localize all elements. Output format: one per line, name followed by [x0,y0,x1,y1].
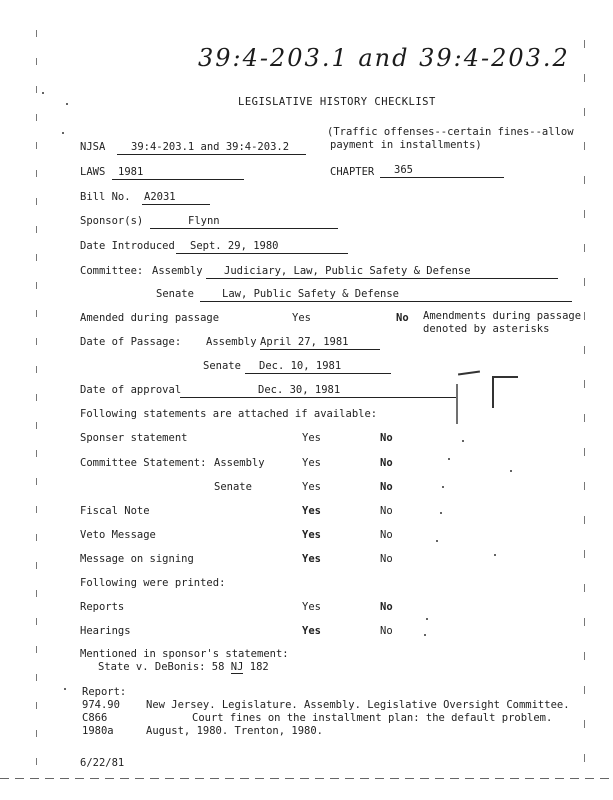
date-introduced-value: Sept. 29, 1980 [176,240,348,254]
scan-speck [424,634,426,636]
scan-mark [456,384,458,424]
njsa-description-line1: (Traffic offenses--certain fines--allow [327,126,574,138]
printed-yes: Yes [302,625,321,637]
bill-label: Bill No. [80,191,131,203]
statement-no: No [380,432,393,444]
scan-mark [492,376,518,378]
committee-senate-label: Senate [156,288,194,300]
date-introduced-label: Date Introduced [80,240,175,252]
chapter-value: 365 [380,164,504,178]
statement-yes: Yes [302,529,321,541]
scan-speck [442,486,444,488]
statement-yes: Yes [302,457,321,469]
printed-heading: Following were printed: [80,577,226,589]
committee-label: Committee: [80,265,144,277]
printed-no: No [380,625,393,637]
amended-label: Amended during passage [80,312,220,324]
statement-sub-label: Senate [214,481,252,493]
amended-no: No [396,312,409,324]
scan-speck [66,103,68,105]
statement-label: Sponser statement [80,432,188,444]
page-title: LEGISLATIVE HISTORY CHECKLIST [238,96,436,108]
laws-label: LAWS [80,166,106,178]
chapter-label: CHAPTER [330,166,375,178]
mentioned-case-name: State v. DeBonis: 58 [98,661,225,673]
mentioned-line: Mentioned in sponsor's statement: [80,648,289,660]
statement-label: Message on signing [80,553,194,565]
scan-mark [492,378,494,408]
approval-label: Date of approval [80,384,182,396]
committee-senate-value: Law, Public Safety & Defense [200,288,572,302]
sponsor-label: Sponsor(s) [80,215,144,227]
statement-label: Veto Message [80,529,156,541]
scan-speck [494,554,496,556]
mentioned-case-reporter: NJ [230,661,244,673]
statement-no: No [380,457,393,469]
scan-speck [42,92,44,94]
statement-yes: Yes [302,553,321,565]
bottom-dashed-edge [0,778,613,779]
njsa-value: 39:4-203.1 and 39:4-203.2 [117,141,306,155]
scan-speck [62,132,64,134]
approval-value: Dec. 30, 1981 [180,384,456,398]
statement-label: Committee Statement: [80,457,207,469]
report-line: New Jersey. Legislature. Assembly. Legislative Oversight Committee. [146,699,570,711]
printed-label: Hearings [80,625,131,637]
scan-speck [462,440,464,442]
report-line: Court fines on the installment plan: the default problem. [192,712,553,724]
bill-value: A2031 [142,191,210,205]
scan-speck [440,512,442,514]
amended-note-line1: Amendments during passage [423,310,582,322]
passage-senate-label: Senate [203,360,241,372]
scan-speck [448,458,450,460]
amended-note-line2: denoted by asterisks [423,323,550,335]
njsa-description-line2: payment in installments) [330,139,482,151]
attached-heading: Following statements are attached if available: [80,408,378,420]
statement-label: Fiscal Note [80,505,150,517]
scan-speck [64,688,66,690]
statement-no: No [380,505,393,517]
handwritten-header: 39:4-203.1 and 39:4-203.2 [198,44,570,72]
printed-label: Reports [80,601,125,613]
committee-assembly-value: Judiciary, Law, Public Safety & Defense [206,265,558,279]
right-edge-scan-marks [584,40,585,770]
scan-speck [510,470,512,472]
footer-date: 6/22/81 [80,757,125,769]
report-call-number: 1980a [82,725,114,737]
statement-yes: Yes [302,505,321,517]
report-call-number: 974.90 [82,699,120,711]
mentioned-case-page: 182 [249,661,269,673]
statement-yes: Yes [302,432,321,444]
committee-assembly-label: Assembly [152,265,203,277]
left-edge-scan-marks [36,30,37,770]
report-line: August, 1980. Trenton, 1980. [146,725,324,737]
scan-mark [458,370,480,375]
statement-no: No [380,481,393,493]
statement-sub-label: Assembly [214,457,265,469]
passage-senate-value: Dec. 10, 1981 [245,360,391,374]
statement-yes: Yes [302,481,321,493]
passage-assembly-value: April 27, 1981 [260,336,380,350]
scan-speck [426,618,428,620]
passage-assembly-label: Assembly [206,336,257,348]
sponsor-value: Flynn [150,215,338,229]
report-label: Report: [82,686,127,698]
statement-no: No [380,529,393,541]
njsa-label: NJSA [80,141,106,153]
passage-label: Date of Passage: [80,336,182,348]
printed-no: No [380,601,393,613]
scan-speck [436,540,438,542]
printed-yes: Yes [302,601,321,613]
report-call-number: C866 [82,712,108,724]
amended-yes: Yes [292,312,311,324]
laws-value: 1981 [112,166,244,180]
statement-no: No [380,553,393,565]
mentioned-case [98,661,269,674]
